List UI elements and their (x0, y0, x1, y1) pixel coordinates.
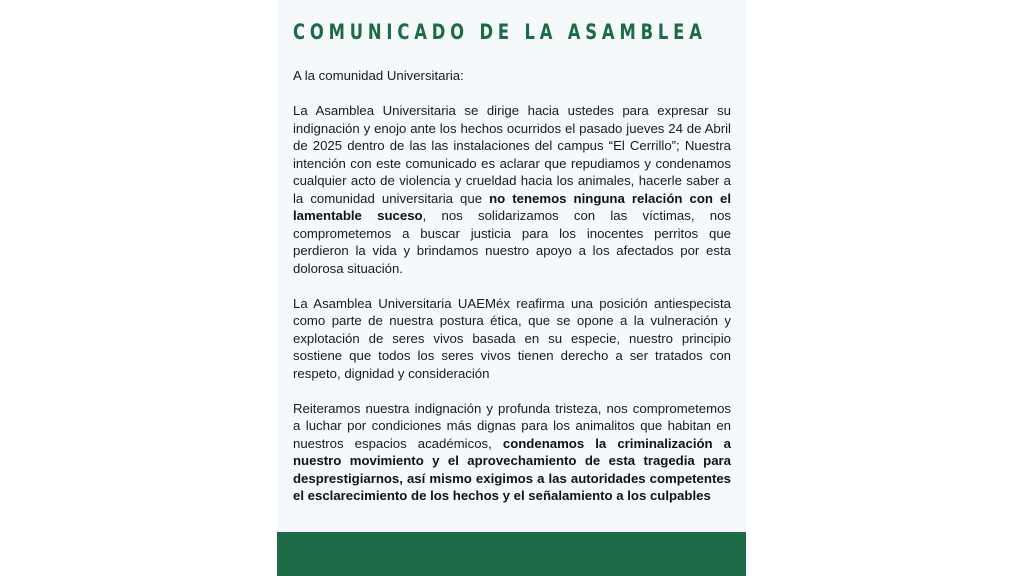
paragraph-2: La Asamblea Universitaria UAEMéx reafirma una posición antiespecista como parte de nuestra postura ética, que se opone a la vulneración y explotación de seres vivos basada en su especie, nuestro principio sostiene que todos los seres vivos tienen derecho a ser tratados con respeto, dignidad y consideración (293, 295, 731, 381)
paragraph-3 (293, 400, 731, 505)
paragraph-3-bold: condenamos la criminalización a nuestro movimiento y el aprovechamiento de esta tragedia para desprestigiarnos, así mismo exigimos a las autoridades competentes el esclarecimiento de los hechos y el señalamiento a los culpables (293, 435, 731, 503)
paragraph-1 (293, 102, 731, 277)
footer-bar (277, 532, 746, 576)
paragraph-3-text-a: Reiteramos nuestra indignación y profunda tristeza, nos comprometemos a luchar por condiciones más dignas para los animalitos que habitan en nuestros espacios académicos, (293, 400, 731, 451)
paragraph-1-text-a: La Asamblea Universitaria se dirige hacia ustedes para expresar su indignación y enojo ante los hechos ocurridos el pasado jueves 24 de Abril de 2025 dentro de las las instalaciones del campus “El Cerrillo”; Nuestra intención con este comunicado es aclarar que repudiamos y condenamos cualquier acto de violencia y crueldad hacia los animales, hacerle saber a la comunidad universitaria que (293, 103, 731, 206)
paragraph-1-bold: no tenemos ninguna relación con el lamentable suceso (293, 190, 731, 223)
document-body (293, 67, 731, 522)
document-title: COMUNICADO DE LA ASAMBLEA (293, 20, 707, 44)
paragraph-1-text-b: , nos solidarizamos con las víctimas, nos comprometemos a buscar justicia para los inocentes perritos que perdieron la vida y brindamos nuestro apoyo a los afectados por esta dolorosa situación. (293, 208, 731, 276)
salutation: A la comunidad Universitaria: (293, 68, 464, 83)
